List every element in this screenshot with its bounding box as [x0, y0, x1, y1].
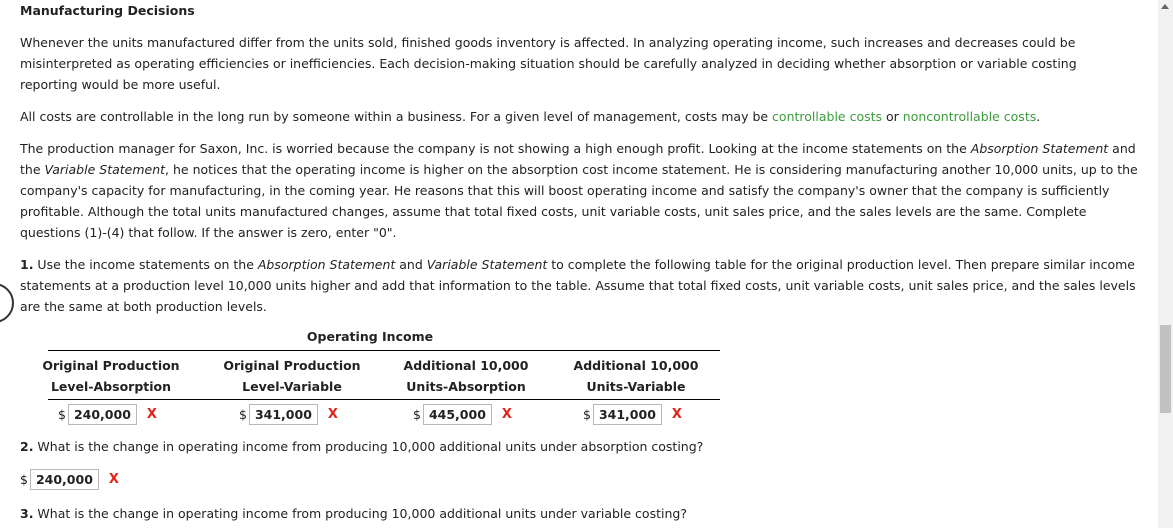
intro-paragraph: Whenever the units manufactured differ from the units sold, finished goods inventory is affected. In analyzing operating income, such increases and decreases could be misinterpreted as operating efficiencies or inefficiencies. Each decision-making situation should be carefully analyzed in deciding whether absorption or variable costing reporting would be more useful. — [20, 35, 1077, 92]
answer-cell — [239, 403, 338, 425]
circle-marker — [0, 283, 14, 323]
currency-symbol: $ — [413, 406, 421, 422]
currency-symbol: $ — [239, 406, 247, 422]
column-header — [551, 355, 721, 397]
scenario-paragraph — [20, 138, 1138, 243]
incorrect-icon: X — [327, 406, 338, 422]
q2-text: What is the change in operating income from producing 10,000 additional units under absorption costing? — [33, 439, 704, 454]
para3-t1: The production manager for Saxon, Inc. is worried because the company is not showing a high enough profit. Looking at the income statements on the — [20, 141, 971, 156]
para3-t2: and the — [20, 141, 1136, 177]
column-header-line1: Additional 10,000 — [403, 358, 529, 373]
answer-input[interactable]: 341,000 — [249, 404, 318, 425]
noncontrollable-costs-link[interactable]: noncontrollable costs — [902, 109, 1037, 124]
page-title: Manufacturing Decisions — [20, 3, 195, 18]
question-2-number: 2. — [20, 439, 34, 454]
answer-input[interactable]: 341,000 — [593, 404, 662, 425]
answer-input[interactable]: 445,000 — [423, 404, 492, 425]
q2-answer — [20, 468, 119, 490]
q1-variable-term[interactable]: Variable Statement — [426, 257, 548, 272]
scroll-up-icon[interactable] — [1161, 4, 1169, 9]
q1-t3: to complete the following table for the original production level. Then prepare similar income statements at a production level 10,000 units higher and add that information to the table. Assume that total fixed costs, unit variable costs, unit sales price, and the sales levels are the same at both production levels. — [20, 257, 1136, 314]
answer-cell — [58, 403, 157, 425]
q1-absorption-term[interactable]: Absorption Statement — [257, 257, 396, 272]
currency-symbol: $ — [583, 406, 591, 422]
column-header-line2: Level-Variable — [242, 379, 342, 394]
column-header-line2: Units-Variable — [586, 379, 686, 394]
q3-text: What is the change in operating income from producing 10,000 additional units under variable costing? — [33, 506, 687, 521]
answer-cell — [413, 403, 512, 425]
absorption-statement-term[interactable]: Absorption Statement — [970, 141, 1109, 156]
q1-t2: and — [395, 257, 427, 272]
para2-mid: or — [882, 109, 903, 124]
q2-answer-input[interactable]: 240,000 — [30, 469, 99, 490]
incorrect-icon: X — [108, 471, 119, 487]
column-header-line2: Level-Absorption — [50, 379, 172, 394]
variable-statement-term[interactable]: Variable Statement — [44, 162, 166, 177]
controllable-costs-link[interactable]: controllable costs — [772, 109, 883, 124]
currency-symbol: $ — [20, 471, 28, 487]
answer-input[interactable]: 240,000 — [68, 404, 137, 425]
para2-text: All costs are controllable in the long run by someone within a business. For a given level of management, costs may be — [20, 109, 773, 124]
currency-symbol: $ — [58, 406, 66, 422]
column-header-line2: Units-Absorption — [406, 379, 526, 394]
table-title: Operating Income — [306, 329, 434, 344]
scrollbar-thumb[interactable] — [1160, 325, 1171, 413]
column-header — [381, 355, 551, 397]
column-header-line1: Original Production — [223, 358, 361, 373]
table-top-rule — [48, 350, 720, 351]
column-header-line1: Additional 10,000 — [573, 358, 699, 373]
incorrect-icon: X — [671, 406, 682, 422]
controllable-paragraph — [20, 106, 1138, 127]
vertical-scrollbar[interactable] — [1158, 0, 1173, 528]
answer-cell — [583, 403, 682, 425]
question-3 — [20, 503, 1138, 524]
column-header-line1: Original Production — [42, 358, 180, 373]
column-header — [26, 355, 196, 397]
column-header — [207, 355, 377, 397]
question-1-number: 1. — [20, 257, 34, 272]
question-1 — [20, 254, 1138, 317]
q1-t1: Use the income statements on the — [33, 257, 258, 272]
para3-t3: , he notices that the operating income is higher on the absorption cost income statement. He is considering manufacturing another 10,000 units, up to the company's capacity for manufacturing, in the coming year. He reasons that this will boost operating income and satisfy the company's owner that the company is sufficiently profitable. Although the total units manufactured changes, assume that total fixed costs, unit variable costs, unit sales price, and the sales levels are the same. Complete questions (1)-(4) that follow. If the answer is zero, enter "0". — [20, 162, 1138, 240]
incorrect-icon: X — [501, 406, 512, 422]
question-2 — [20, 436, 1138, 457]
table-header-rule — [48, 399, 720, 400]
question-3-number: 3. — [20, 506, 34, 521]
para2-end: . — [1036, 109, 1041, 124]
incorrect-icon: X — [146, 406, 157, 422]
